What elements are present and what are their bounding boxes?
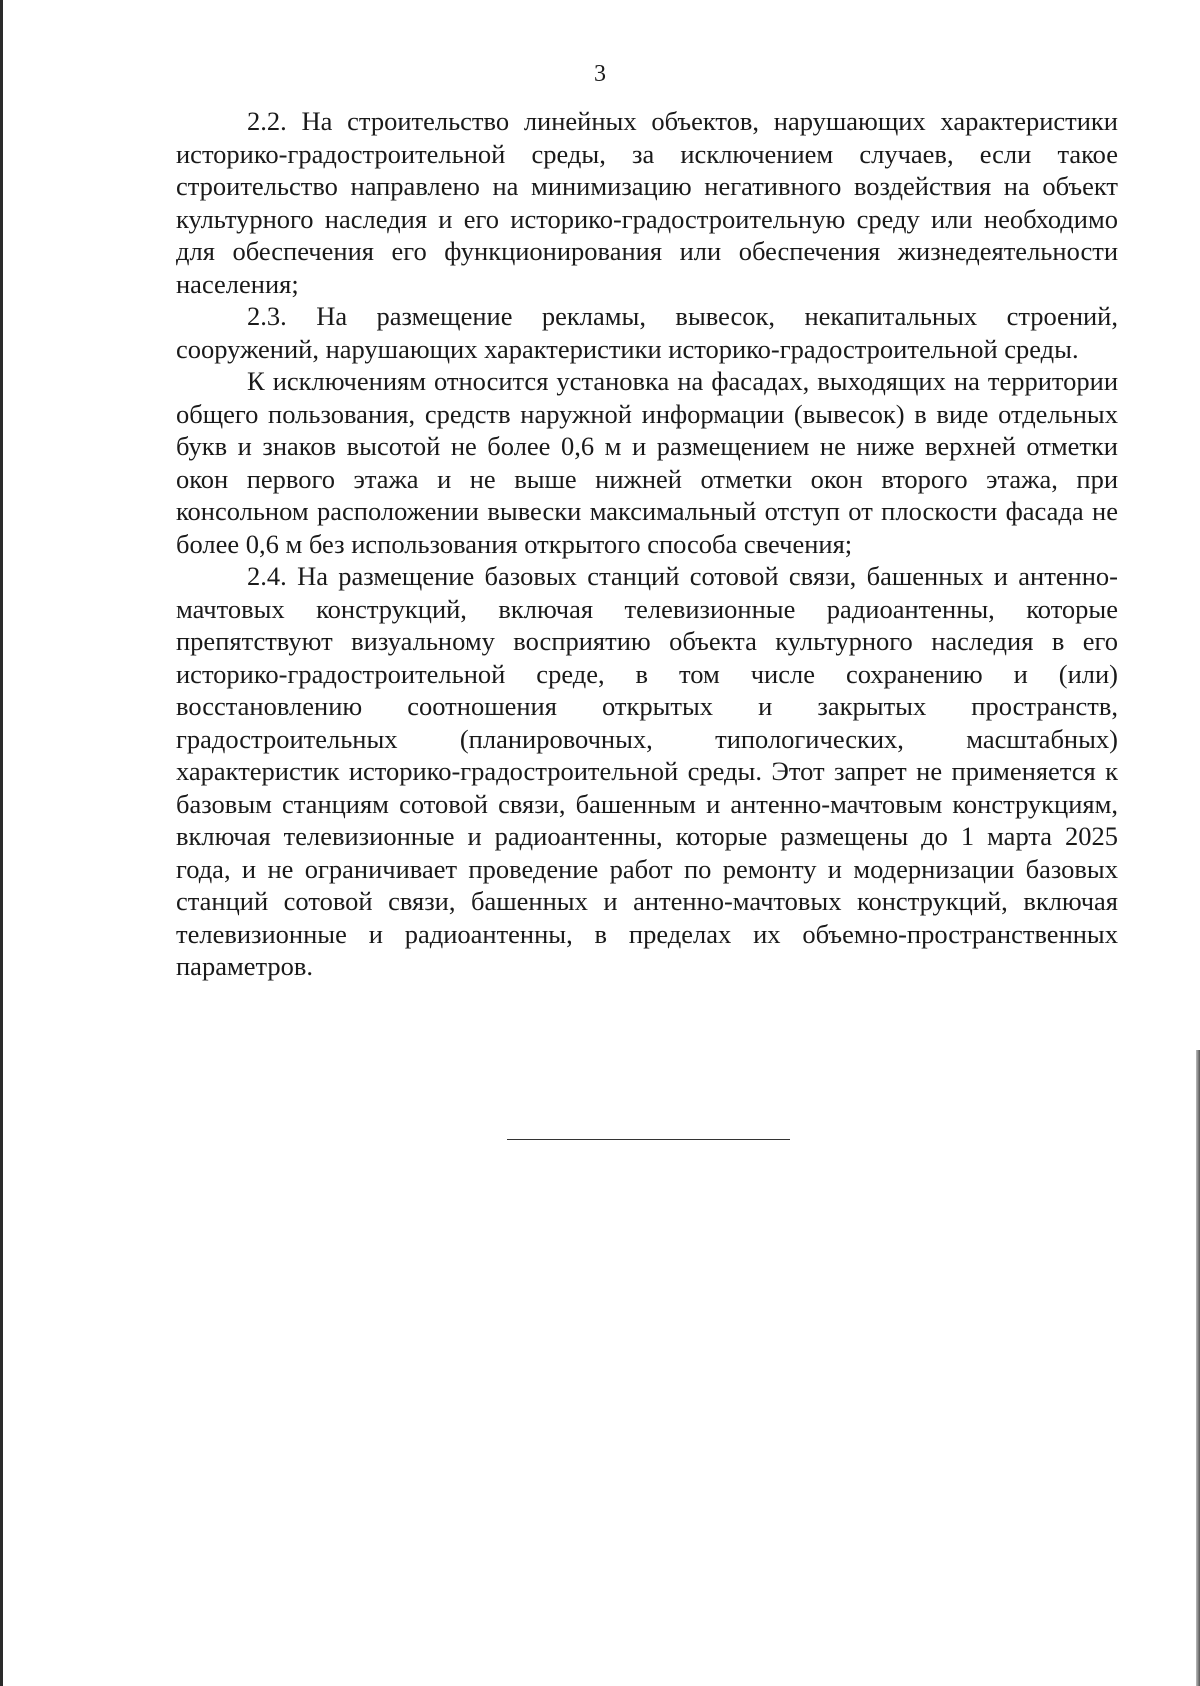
paragraph-2-4: 2.4. На размещение базовых станций сотовой связи, башенных и антенно-мачтовых конструкций, включая телевизионные радиоантенны, которые препятствуют визуальному восприятию объекта культурного наследия в его историко-градостроительной среде, в том числе сохранению и (или) восстановлению соотношения открытых и закрытых пространств, градостроительных (планировочных, типологических, масштабных) характеристик историко-градостроительной среды. Этот запрет не применяется к базовым станциям сотовой связи, башенным и антенно-мачтовым конструкциям, включая телевизионные и радиоантенны, которые размещены до 1 марта 2025 года, и не ограничивает проведение работ по ремонту и модернизации базовых станций сотовой связи, башенных и антенно-мачтовых конструкций, включая телевизионные и радиоантенны, в пределах их объемно-пространственных параметров. — [176, 561, 1118, 981]
scan-edge-right — [1196, 1050, 1200, 1686]
paragraph-2-2: 2.2. На строительство линейных объектов, нарушающих характеристики историко-градостроительной среды, за исключением случаев, если такое строительство направлено на минимизацию негативного воздействия на объект культурного наследия и его историко-градостроительную среду или необходимо для обеспечения его функционирования или обеспечения жизнедеятельности населения; — [176, 106, 1118, 299]
document-body — [176, 105, 1118, 983]
page-number: 3 — [594, 61, 606, 87]
closing-rule — [507, 1139, 790, 1140]
paragraph-exceptions: К исключениям относится установка на фасадах, выходящих на территории общего пользования, средств наружной информации (вывесок) в виде отдельных букв и знаков высотой не более 0,6 м и размещением не ниже верхней отметки окон первого этажа и не выше нижней отметки окон второго этажа, при консольном расположении вывески максимальный отступ от плоскости фасада не более 0,6 м без использования открытого способа свечения; — [176, 366, 1118, 559]
paragraph-2-3: 2.3. На размещение рекламы, вывесок, некапитальных строений, сооружений, нарушающих характеристики историко-градостроительной среды. — [176, 301, 1118, 364]
scan-edge-left — [0, 0, 3, 1686]
